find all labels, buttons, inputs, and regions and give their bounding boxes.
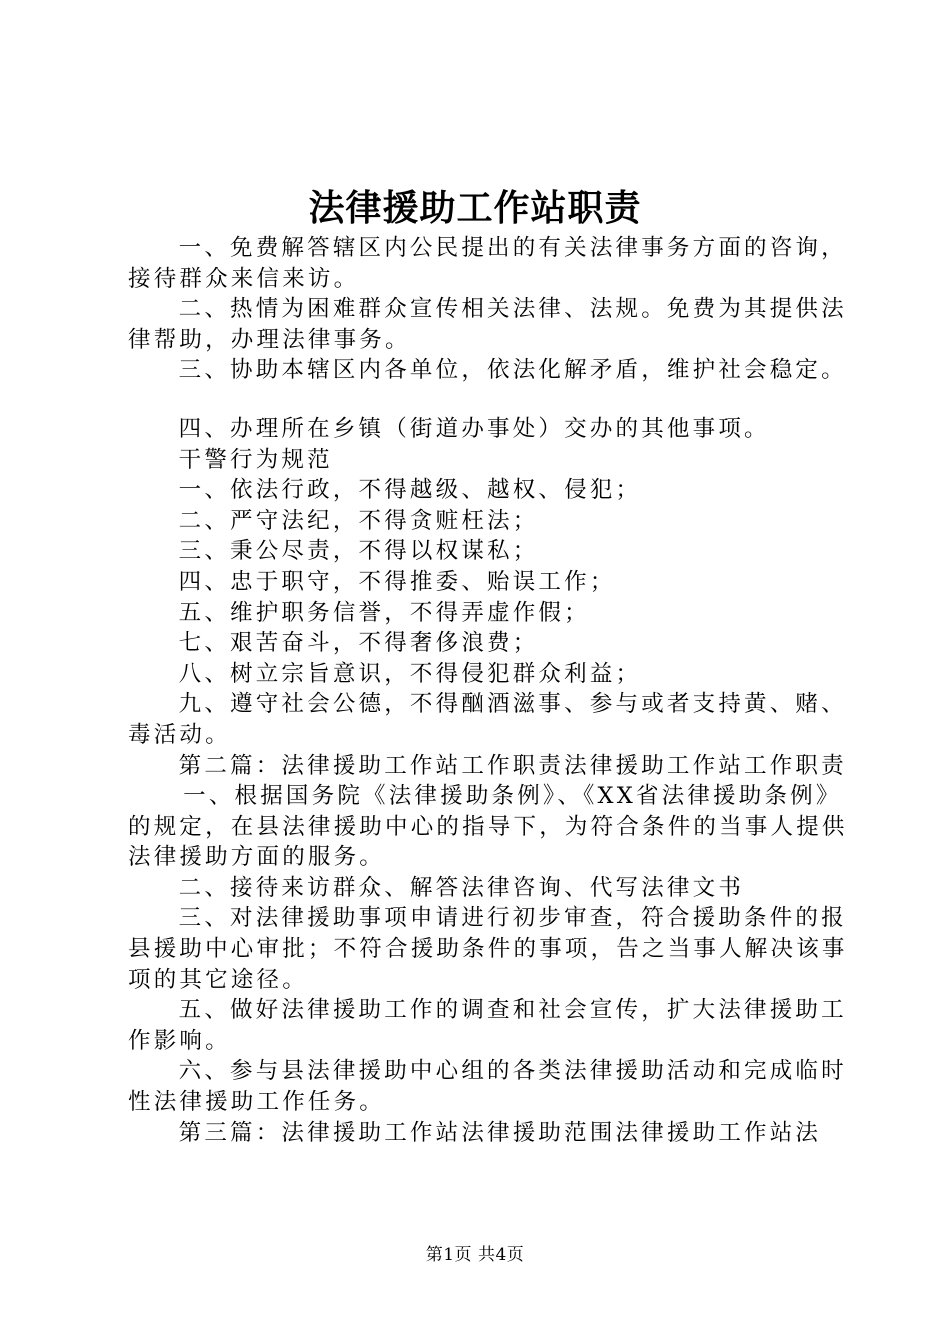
section-heading: 干警行为规范	[178, 446, 333, 473]
list-item: 九、遵守社会公德，不得酗酒滋事、参与或者支持黄、赌、毒活动。	[128, 691, 847, 748]
paragraph: 一、免费解答辖区内公民提出的有关法律事务方面的咨询，接待群众来信来访。	[128, 235, 847, 292]
section-heading: 第二篇：法律援助工作站工作职责法律援助工作站工作职责	[178, 752, 847, 779]
list-item: 二、严守法纪，不得贪赃枉法；	[178, 507, 539, 534]
paragraph: 三、协助本辖区内各单位，依法化解矛盾，维护社会稳定。	[178, 357, 847, 384]
list-item: 七、艰苦奋斗，不得奢侈浪费；	[178, 630, 539, 657]
paragraph: 四、办理所在乡镇（街道办事处）交办的其他事项。	[178, 415, 770, 442]
list-item: 三、秉公尽责，不得以权谋私；	[178, 538, 539, 565]
document-title: 法律援助工作站职责	[308, 187, 642, 229]
page-footer: 第1页 共4页	[425, 1245, 525, 1265]
section-heading: 第三篇：法律援助工作站法律援助范围法律援助工作站法	[178, 1119, 822, 1146]
paragraph: 六、参与县法律援助中心组的各类法律援助活动和完成临时性法律援助工作任务。	[128, 1058, 847, 1116]
list-item: 四、忠于职守，不得推委、贻误工作；	[178, 568, 616, 595]
paragraph: 二、热情为困难群众宣传相关法律、法规。免费为其提供法律帮助，办理法律事务。	[128, 296, 847, 353]
paragraph: 二、接待来访群众、解答法律咨询、代写法律文书	[178, 874, 745, 901]
list-item: 一、依法行政，不得越级、越权、侵犯；	[178, 477, 642, 504]
document-body	[128, 233, 850, 1148]
paragraph: 五、做好法律援助工作的调查和社会宣传，扩大法律援助工作影响。	[128, 997, 847, 1054]
list-item: 五、维护职务信誉，不得弄虚作假；	[178, 599, 590, 626]
paragraph: 三、对法律援助事项申请进行初步审查，符合援助条件的报县援助中心审批；不符合援助条件的事项，告之当事人解决该事项的其它途径。	[128, 905, 848, 993]
paragraph: 一、根据国务院《法律援助条例》、《XX省法律援助条例》的规定，在县法律援助中心的指导下，为符合条件的当事人提供法律援助方面的服务。	[128, 783, 848, 871]
list-item: 八、树立宗旨意识，不得侵犯群众利益；	[178, 660, 642, 687]
